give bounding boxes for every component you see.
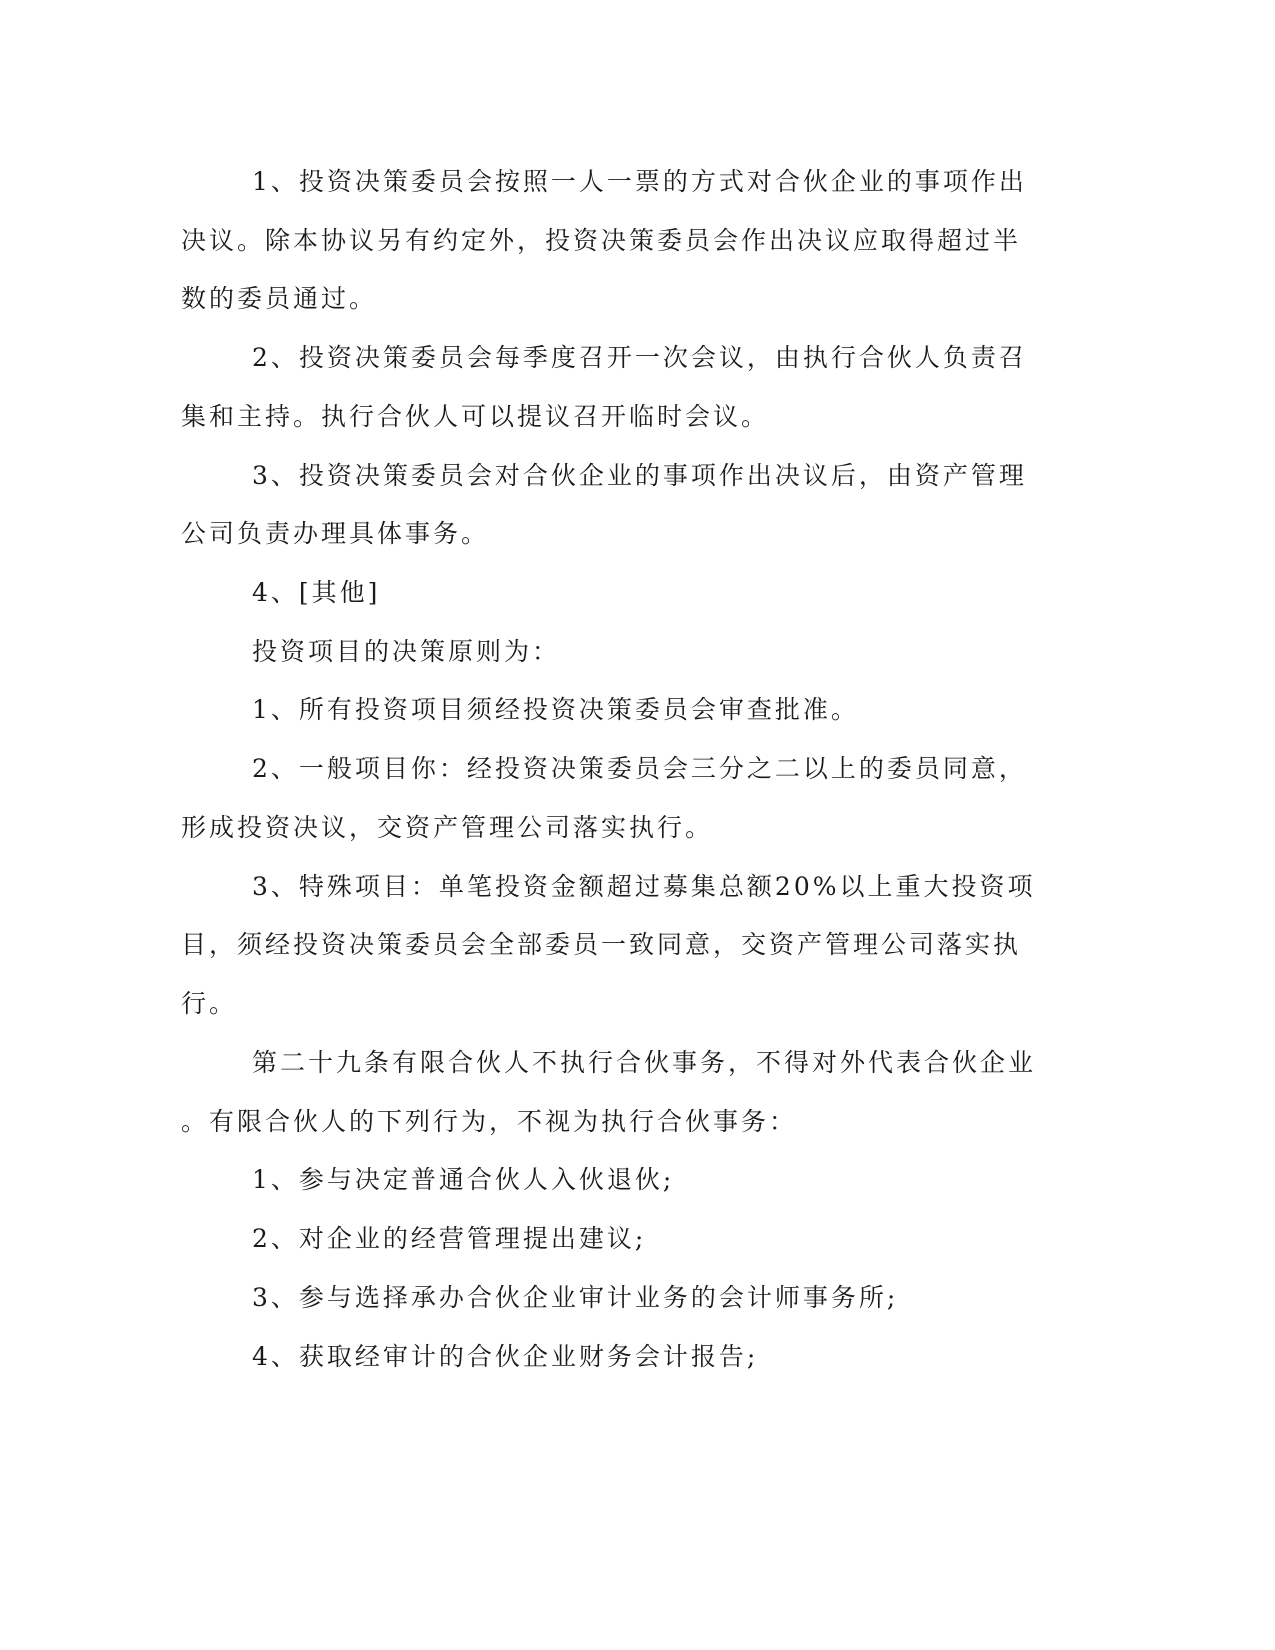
- text-line: 形成投资决议，交资产管理公司落实执行。: [181, 813, 714, 842]
- text-line: 1、投资决策委员会按照一人一票的方式对合伙企业的事项作出: [252, 167, 1027, 196]
- text-line: 投资项目的决策原则为：: [252, 637, 561, 666]
- text-line: 决议。除本协议另有约定外，投资决策委员会作出决议应取得超过半: [181, 226, 1022, 255]
- text-line: 集和主持。执行合伙人可以提议召开临时会议。: [181, 402, 770, 431]
- text-line: 数的委员通过。: [181, 284, 378, 313]
- text-line: 3、投资决策委员会对合伙企业的事项作出决议后，由资产管理: [252, 461, 1027, 490]
- text-line: 。有限合伙人的下列行为，不视为执行合伙事务：: [181, 1107, 798, 1136]
- text-line: 目，须经投资决策委员会全部委员一致同意，交资产管理公司落实执: [181, 930, 1022, 959]
- text-line: 2、一般项目你：经投资决策委员会三分之二以上的委员同意，: [252, 754, 1027, 783]
- text-line: 2、投资决策委员会每季度召开一次会议，由执行合伙人负责召: [252, 343, 1027, 372]
- text-line: 公司负责办理具体事务。: [181, 519, 490, 548]
- text-line: 2、对企业的经营管理提出建议;: [252, 1224, 647, 1253]
- text-line: 1、所有投资项目须经投资决策委员会审查批准。: [252, 695, 859, 724]
- text-line: 3、特殊项目：单笔投资金额超过募集总额20%以上重大投资项: [252, 872, 1036, 901]
- text-line: 3、参与选择承办合伙企业审计业务的会计师事务所;: [252, 1283, 899, 1312]
- text-line: 4、获取经审计的合伙企业财务会计报告;: [252, 1342, 759, 1371]
- text-line: 1、参与决定普通合伙人入伙退伙;: [252, 1165, 675, 1194]
- text-line: 第二十九条有限合伙人不执行合伙事务，不得对外代表合伙企业: [252, 1048, 1037, 1077]
- text-line: 行。: [181, 989, 238, 1018]
- text-line: 4、[其他]: [252, 578, 381, 607]
